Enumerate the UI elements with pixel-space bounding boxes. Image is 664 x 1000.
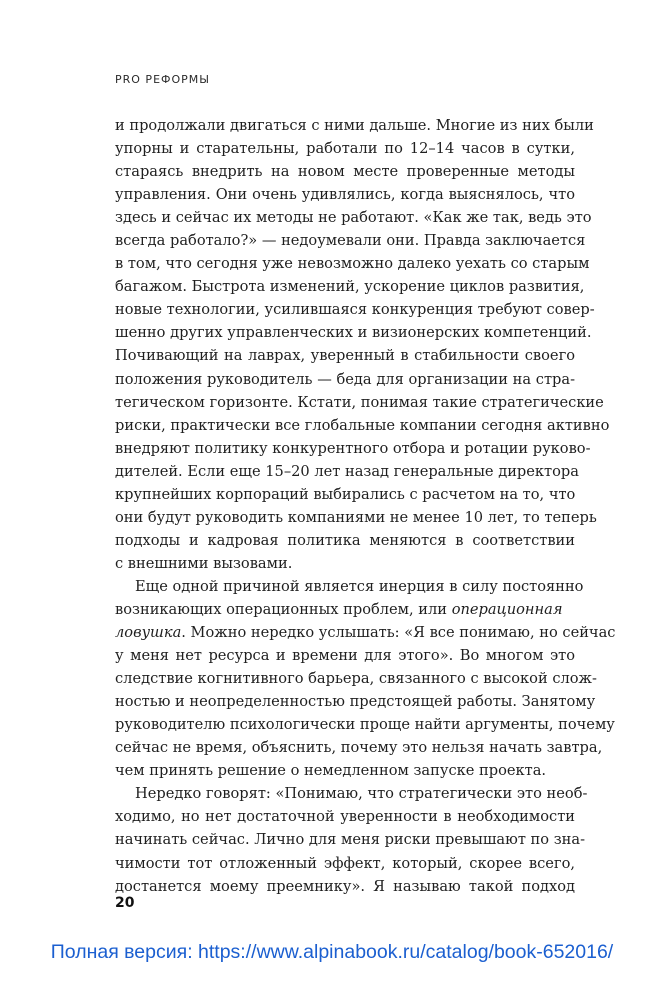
text-line: чем принять решение о немедленном запуске проекта. (115, 762, 547, 780)
text-line: упорны и старательны, работали по 12–14 часов в сутки, (115, 140, 575, 158)
text-line: Еще одной причиной является инерция в силу постоянно (135, 577, 584, 595)
text-line (115, 621, 616, 644)
text-line: крупнейших корпораций выбирались с расчетом на то, что (115, 485, 576, 503)
text-line: в том, что сегодня уже невозможно далеко уехать со старым (115, 255, 590, 273)
text-line: шенно других управленческих и визионерских компетенций. (115, 324, 592, 342)
text-line: чимости тот отложенный эффект, который, скорее всего, (115, 854, 575, 872)
text-line: багажом. Быстрота изменений, ускорение циклов развития, (115, 278, 585, 296)
text-line: тегическом горизонте. Кстати, понимая такие стратегические (115, 393, 604, 411)
text-line: они будут руководить компаниями не менее 10 лет, то теперь (115, 508, 597, 526)
text-line: подходы и кадровая политика меняются в соответствии (115, 531, 575, 549)
text-line: риски, практически все глобальные компании сегодня активно (115, 416, 610, 434)
running-head: PRO РЕФОРМЫ (115, 73, 210, 86)
text-line: внедряют политику конкурентного отбора и ротации руково- (115, 439, 591, 457)
page-number: 20 (115, 895, 135, 911)
text-fragment: возникающих операционных проблем, или (115, 600, 452, 618)
text-line: следствие когнитивного барьера, связанного с высокой слож- (115, 670, 597, 688)
text-line: руководителю психологически проще найти аргументы, почему (115, 716, 615, 734)
main-text (115, 114, 616, 898)
text-line: управления. Они очень удивлялись, когда выяснялось, что (115, 186, 575, 204)
text-line: всегда работало?» — недоумевали они. Правда заключается (115, 232, 586, 250)
text-line: дителей. Если еще 15–20 лет назад генеральные директора (115, 462, 579, 480)
text-line: достанется моему преемнику». Я называю такой подход (115, 877, 575, 895)
italic-term: операционная (451, 600, 563, 618)
text-line: с внешними вызовами. (115, 554, 293, 572)
text-line: Почивающий на лаврах, уверенный в стабильности своего (115, 347, 575, 365)
text-line: стараясь внедрить на новом месте проверенные методы (115, 163, 575, 181)
text-line: и продолжали двигаться с ними дальше. Многие из них были (115, 117, 594, 134)
full-version-link[interactable]: Полная версия: https://www.alpinabook.ru/catalog/book-652016/ (50, 941, 614, 963)
text-line: здесь и сейчас их методы не работают. «Как же так, ведь это (115, 209, 592, 227)
text-line (115, 598, 575, 621)
text-line: начинать сейчас. Лично для меня риски превышают по зна- (115, 831, 586, 849)
text-line: новые технологии, усилившаяся конкуренция требуют совер- (115, 301, 595, 319)
text-line: ходимо, но нет достаточной уверенности в необходимости (115, 808, 575, 826)
italic-term: ловушка (115, 624, 182, 642)
text-line: у меня нет ресурса и времени для этого». Во многом это (115, 647, 575, 665)
text-line: ностью и неопределенностью предстоящей работы. Занятому (115, 693, 596, 711)
text-line: сейчас не время, объяснить, почему это нельзя начать завтра, (115, 739, 603, 757)
text-fragment: . Можно нередко услышать: «Я все понимаю, но сейчас (181, 624, 616, 642)
text-line: Нередко говорят: «Понимаю, что стратегически это необ- (135, 785, 588, 803)
text-line: положения руководитель — беда для организации на стра- (115, 370, 575, 388)
